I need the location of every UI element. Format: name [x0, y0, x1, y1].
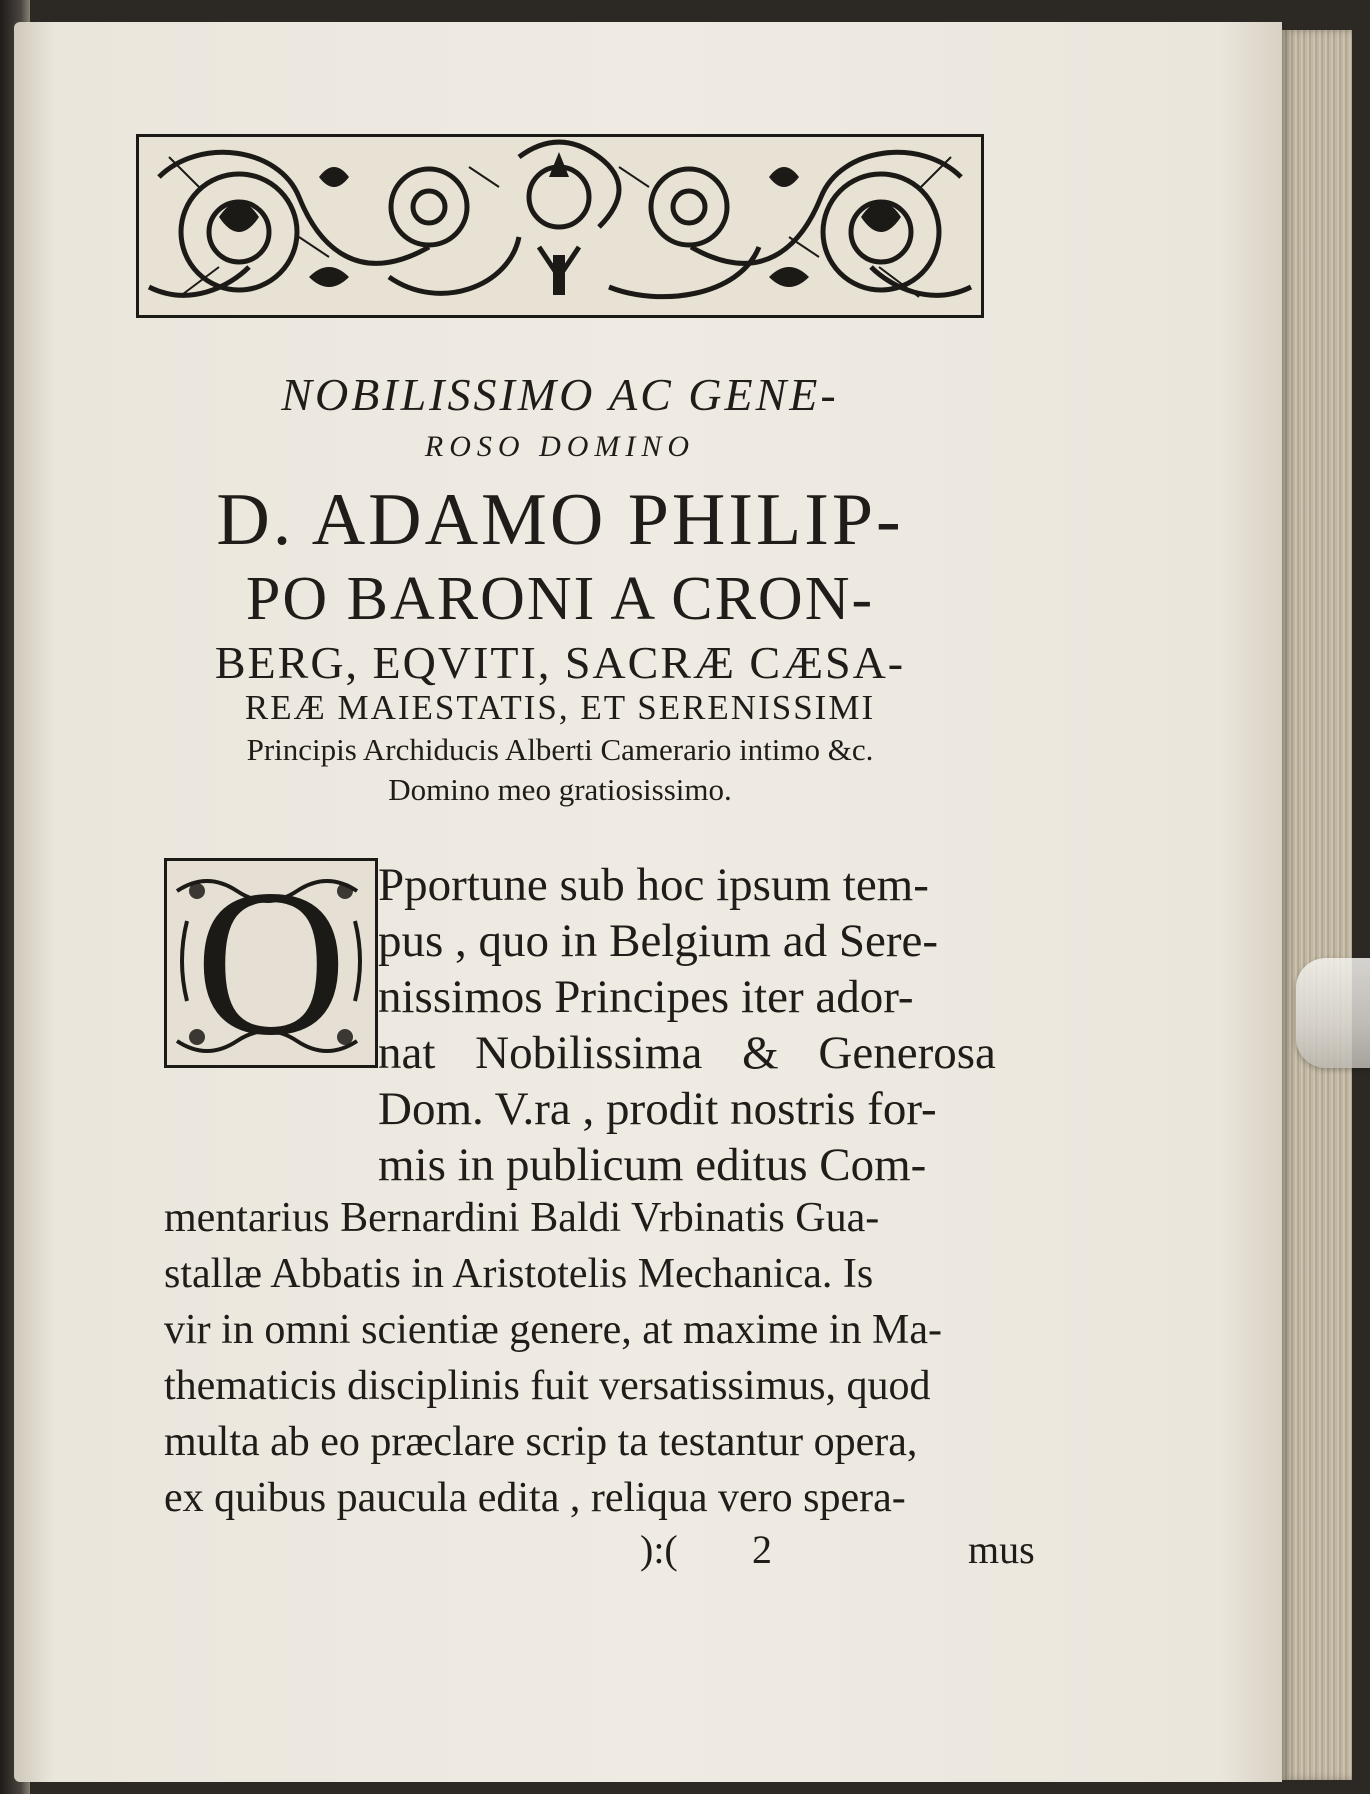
signature-mark: ):( [640, 1527, 678, 1572]
dedicatee-title-line-1: BERG, EQVITI, SACRÆ CÆSA- [214, 637, 906, 688]
ornamental-headpiece [136, 134, 984, 318]
body-line: multa ab eo præclare scrip ta testantur opera, [164, 1419, 918, 1465]
dedicatee-title-line-3: Principis Archiducis Alberti Camerario intimo &c. [246, 732, 874, 767]
dedicatee-title-line-2: REÆ MAIESTATIS, ET SERENISSIMI [244, 688, 876, 727]
dedicatee-title-line-4: Domino meo gratiosissimo. [388, 772, 732, 807]
page-edges [1282, 30, 1352, 1780]
ornament-scroll-icon [139, 137, 981, 315]
dedicatee-name-line-2: PO BARONI A CRON- [245, 565, 875, 633]
body-line: Dom. V.ra , prodit nostris for- [378, 1083, 937, 1135]
body-line: stallæ Abbatis in Aristotelis Mechanica. Is [164, 1251, 874, 1297]
catchword: mus [968, 1527, 1035, 1572]
signature-number: 2 [752, 1527, 772, 1572]
body-line: nissimos Principes iter ador- [378, 971, 914, 1023]
body-line: thematicis disciplinis fuit versatissimus, quod [164, 1363, 931, 1409]
body-line: ex quibus paucula edita , reliqua vero spera- [164, 1475, 906, 1521]
dedication-line-1: NOBILISSIMO AC GENE- [281, 369, 839, 420]
decorated-initial [164, 847, 378, 1079]
body-line: pus , quo in Belgium ad Sere- [378, 915, 939, 967]
dedicatee-name-line-1: D. ADAMO PHILIP- [216, 479, 904, 561]
body-line: mis in publicum editus Com- [378, 1139, 927, 1191]
body-line: mentarius Bernardini Baldi Vrbinatis Gua- [164, 1195, 880, 1241]
initial-letter: O [195, 847, 347, 1079]
body-line: Pportune sub hoc ipsum tem- [378, 859, 929, 911]
body-line: nat Nobilissima & Generosa [378, 1027, 996, 1079]
page-clip [1296, 958, 1370, 1068]
dedication-line-2: ROSO DOMINO [424, 430, 696, 463]
body-line: vir in omni scientiæ genere, at maxime in Ma- [164, 1307, 942, 1353]
